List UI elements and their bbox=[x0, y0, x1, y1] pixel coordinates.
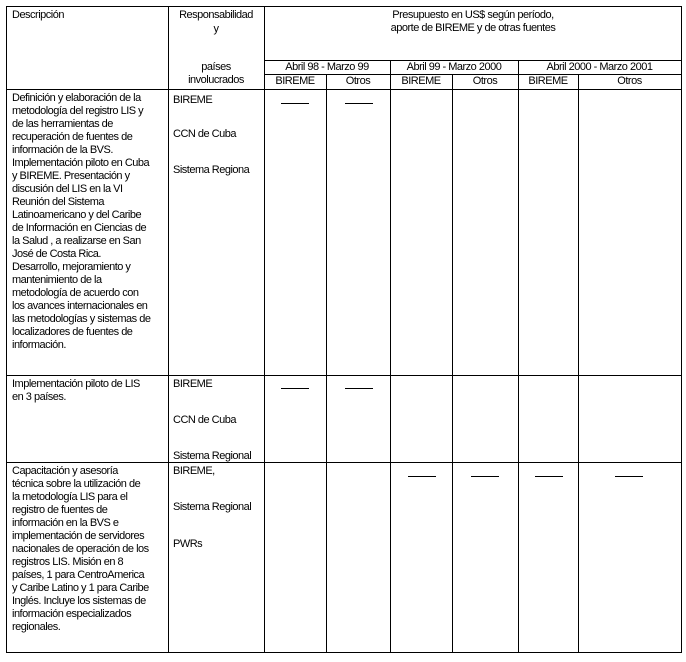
header-presupuesto-line1: Presupuesto en US$ según período, bbox=[392, 9, 554, 21]
row-3-responsable-3: PWRs bbox=[173, 538, 203, 550]
header-responsabilidad-line2: y bbox=[213, 23, 219, 35]
row-1-responsable-2: CCN de Cuba bbox=[173, 128, 236, 140]
row-3-blank-line-bireme-3 bbox=[535, 476, 563, 477]
row-2-responsable-1: BIREME bbox=[173, 378, 213, 390]
header-sub-otros-1: Otros bbox=[345, 75, 371, 87]
row-1-responsable-1: BIREME bbox=[173, 94, 213, 106]
row-3-descripcion: Capacitación y asesoría técnica sobre la utilización de la metodología LIS para el registro de fuentes de información en la BVS e implementación de servidores nacionales de operación de los registros LIS. Misión en 8 países, 1 para CentroAmerica y Caribe Latino y 1 para Caribe Inglés. Incluye los sistemas de información especializados regionales. bbox=[12, 465, 149, 633]
row-1-blank-line-bireme bbox=[281, 103, 309, 104]
header-sub-otros-3: Otros bbox=[617, 75, 642, 87]
row-2-descripcion: Implementación piloto de LIS en 3 países. bbox=[12, 378, 140, 403]
row-3-blank-line-otros-2 bbox=[471, 476, 499, 477]
row-1-responsable-3: Sistema Regiona bbox=[173, 164, 250, 176]
row-2-responsable-2: CCN de Cuba bbox=[173, 414, 236, 426]
header-sub-bireme-3: BIREME bbox=[528, 75, 568, 87]
row-3-responsable-2: Sistema Regional bbox=[173, 501, 252, 513]
header-sub-bireme-2: BIREME bbox=[401, 75, 441, 87]
header-sub-otros-2: Otros bbox=[472, 75, 498, 87]
header-responsabilidad-line3: países bbox=[201, 61, 231, 73]
header-sub-bireme-1: BIREME bbox=[275, 75, 315, 87]
row-2-blank-line-bireme bbox=[281, 388, 309, 389]
row-3-responsable-1: BIREME, bbox=[173, 465, 215, 477]
row-3-blank-line-bireme-2 bbox=[408, 476, 436, 477]
header-responsabilidad-line4: involucrados bbox=[188, 74, 244, 86]
row-3-blank-line-otros-3 bbox=[615, 476, 643, 477]
row-1-blank-line-otros bbox=[345, 103, 373, 104]
header-presupuesto-line2: aporte de BIREME y de otras fuentes bbox=[390, 22, 556, 34]
row-2-responsable-3: Sistema Regional bbox=[173, 450, 252, 462]
header-period-2: Abril 99 - Marzo 2000 bbox=[406, 61, 502, 73]
header-descripcion: Descripción bbox=[12, 9, 64, 21]
header-responsabilidad-line1: Responsabilidad bbox=[179, 9, 253, 21]
header-period-3: Abril 2000 - Marzo 2001 bbox=[546, 61, 653, 73]
header-period-1: Abril 98 - Marzo 99 bbox=[285, 61, 369, 73]
row-2-blank-line-otros bbox=[345, 388, 373, 389]
row-1-descripcion: Definición y elaboración de la metodología del registro LIS y de las herramientas de recuperación de fuentes de información de la BVS. Implementación piloto en Cuba y BIREME. Presentación y discusión del LIS en la VI Reunión del Sistema Latinoamericano y del Caribe de Información en Ciencias de la Salud , a realizarse en San José de Costa Rica. Desarrollo, mejoramiento y mantenimiento de la metodología de acuerdo con los avances internacionales en las metodologías y sistemas de localizadores de fuentes de información. bbox=[12, 92, 151, 351]
